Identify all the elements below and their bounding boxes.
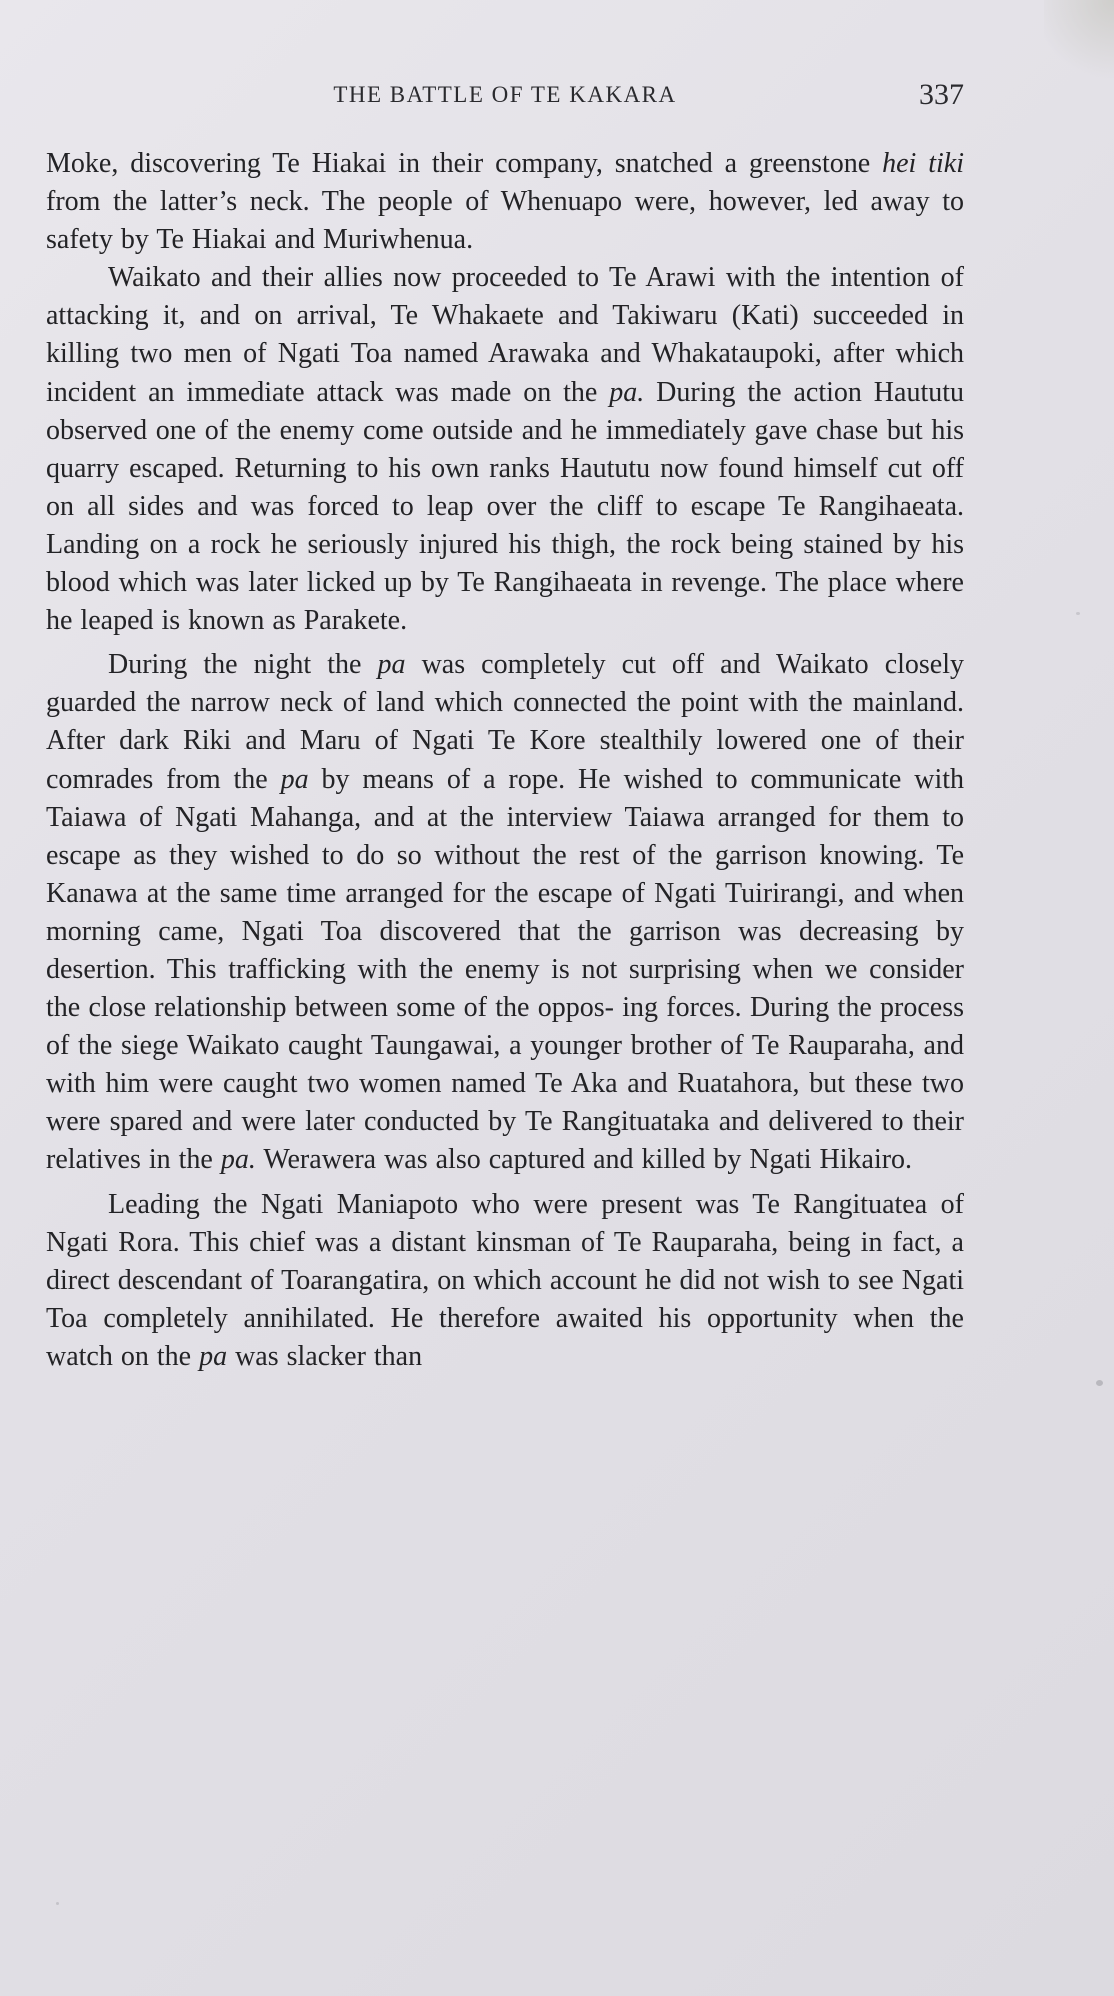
italic-term: pa. <box>220 1144 256 1176</box>
paragraph-3 <box>46 646 964 1179</box>
text-run: During the action Haututu observed one of the enemy come outside and he immediately gave chase but his quarry escaped. Returning to his own ranks Haututu now found himself cut off on all sides and was forced to leap over the cliff to escape Te Rangihaeata. Landing on a rock he seriously injured his thigh, the rock being stained by his blood which was later licked up by Te Rangihaeata in revenge. The place where he leaped is known as Parakete. <box>46 376 965 637</box>
text-run: Werawera was also captured and killed by Ngati Hikairo. <box>255 1144 913 1176</box>
text-run: was completely cut off and Waikato closely guarded the narrow neck of land which connected the point with the mainland. After dark Riki and Maru of Ngati Te Kore stealthily lowered one of their comrades from the <box>46 649 965 795</box>
paper-speck <box>1076 612 1080 615</box>
text-run: from the latter’s neck. The people of Whenuapo were, however, led away to safety by Te Hiakai and Muriwhenua. <box>46 186 964 256</box>
paragraph-4 <box>46 1186 964 1376</box>
text-run: was slacker than <box>227 1340 423 1372</box>
italic-term: hei tiki <box>882 148 964 179</box>
page-corner-shading <box>1044 0 1114 90</box>
text-run: by means of a rope. He wished to communicate with Taiawa of Ngati Mahanga, and at the interview Taiawa arranged for them to escape as they wished to do so without the rest of the garrison knowing. Te Kanawa at the same time arranged for the escape of Ngati Tuirirangi, and when morning came, Ngati Toa discovered that the garrison was decreasing by desertion. This trafficking with the enemy is not surprising when we consider the close relationship between some of the oppos- ing forces. During the process of the siege Waikato caught Taungawai, a younger brother of Te Rauparaha, and with him were caught two women named Te Aka and Ruatahora, but these two were spared and were later conducted by Te Rangituataka and delivered to their relatives in the <box>46 763 964 1176</box>
paragraph-2 <box>46 259 964 640</box>
paper-speck <box>56 1902 59 1905</box>
paper-speck <box>1096 1380 1103 1386</box>
italic-term: pa <box>377 649 406 681</box>
running-head <box>46 78 964 118</box>
text-run: Waikato and their allies now proceeded to Te Arawi with the intention of attacking it, and on arrival, Te Whakaete and Takiwaru (Kati) succeeded in killing two men of Ngati Toa named Arawaka and Whakataupoki, after which incident an immediate attack was made on the <box>46 262 964 408</box>
running-title: THE BATTLE OF TE KAKARA <box>333 82 677 107</box>
text-run: During the night the <box>108 649 378 681</box>
body-text <box>46 145 964 1376</box>
page-number: 337 <box>919 78 964 111</box>
italic-term: pa <box>280 763 309 795</box>
italic-term: pa <box>199 1340 228 1372</box>
text-run: Moke, discovering Te Hiakai in their company, snatched a greenstone <box>46 148 883 179</box>
paragraph-1 <box>46 145 964 259</box>
italic-term: pa. <box>609 376 645 408</box>
text-run: Leading the Ngati Maniapoto who were present was Te Rangituatea of Ngati Rora. This chief was a distant kinsman of Te Rauparaha, being in fact, a direct descendant of Toarangatira, on which account he did not wish to see Ngati Toa completely annihilated. He therefore awaited his opportunity when the watch on the <box>46 1188 964 1372</box>
